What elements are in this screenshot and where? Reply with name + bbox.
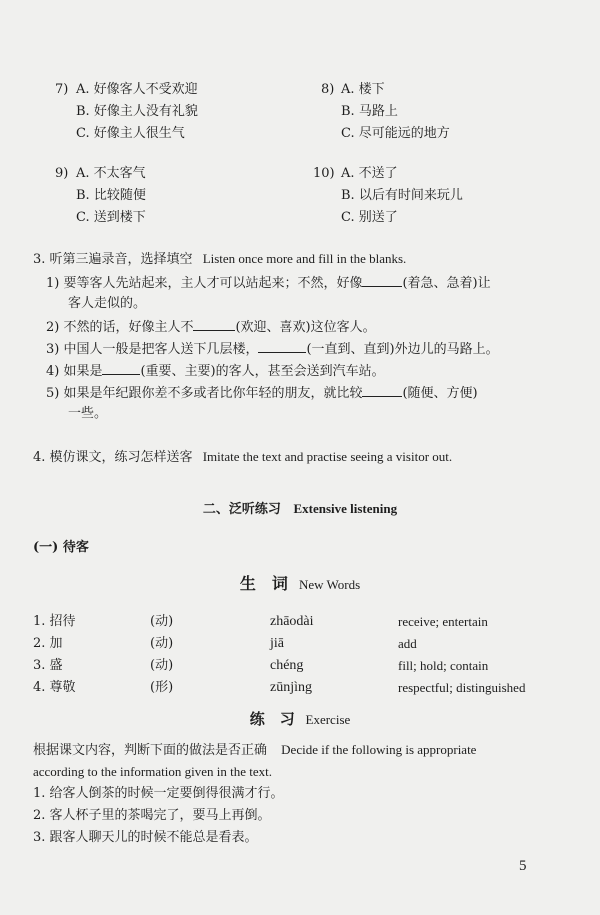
fill-item-1-cont: 客人走似的。 bbox=[68, 296, 147, 311]
q7-number: 7) bbox=[55, 82, 69, 97]
exercise-instruction bbox=[33, 742, 476, 759]
section4-heading-cn: 4. 模仿课文，练习怎样送客 bbox=[33, 450, 193, 465]
exercise-title-cn: 练 习 bbox=[249, 710, 295, 728]
vocab-pinyin-2: jiā bbox=[270, 636, 284, 651]
exercise-item-1: 1. 给客人倒茶的时候一定要倒得很满才行。 bbox=[33, 786, 284, 801]
fill-item-5 bbox=[46, 384, 478, 402]
q10-number: 10) bbox=[313, 166, 335, 181]
vocab-pinyin-3: chéng bbox=[270, 658, 304, 673]
fill-item-5-choices: (随便、方便) bbox=[402, 386, 478, 401]
vocab-pos-1: (动) bbox=[150, 614, 174, 629]
exercise-instruction-en: Decide if the following is appropriate bbox=[281, 742, 477, 757]
fill-item-1 bbox=[46, 274, 491, 292]
fill-item-1-text: 1) 要等客人先站起来，主人才可以站起来；不然，好像 bbox=[46, 276, 363, 291]
new-words-title-en: New Words bbox=[298, 577, 361, 592]
fill-blank-2 bbox=[193, 318, 235, 331]
fill-item-4-text: 4) 如果是 bbox=[46, 364, 103, 379]
q8-option-c: C. 尽可能远的地方 bbox=[341, 126, 450, 141]
exercise-title bbox=[0, 709, 600, 730]
fill-item-3-choices: (一直到、直到)外边儿的马路上。 bbox=[306, 342, 499, 357]
section4-heading bbox=[33, 449, 452, 466]
fill-item-3 bbox=[46, 340, 499, 358]
section4-heading-en: Imitate the text and practise seeing a visitor out. bbox=[202, 449, 453, 464]
exercise-item-3: 3. 跟客人聊天儿的时候不能总是看表。 bbox=[33, 830, 258, 845]
q8-number: 8) bbox=[321, 82, 335, 97]
vocab-word-3: 3. 盛 bbox=[33, 658, 63, 673]
q8-option-a: A. 楼下 bbox=[341, 82, 385, 97]
q8-option-b: B. 马路上 bbox=[341, 104, 398, 119]
vocab-word-1: 1. 招待 bbox=[33, 614, 76, 629]
exercise-title-en: Exercise bbox=[305, 712, 351, 727]
vocab-gloss-2: add bbox=[398, 636, 417, 651]
fill-item-5-text: 5) 如果是年纪跟你差不多或者比你年轻的朋友，就比较 bbox=[46, 386, 363, 401]
vocab-gloss-4: respectful; distinguished bbox=[398, 680, 526, 695]
fill-item-2-text: 2) 不然的话，好像主人不 bbox=[46, 320, 194, 335]
q10-option-b: B. 以后有时间来玩儿 bbox=[341, 188, 463, 203]
vocab-pos-4: (形) bbox=[150, 680, 174, 695]
extensive-heading-cn: 二、泛听练习 bbox=[202, 502, 281, 517]
vocab-gloss-3: fill; hold; contain bbox=[398, 658, 489, 673]
fill-blank-5 bbox=[362, 384, 402, 397]
q9-number: 9) bbox=[55, 166, 69, 181]
fill-item-1-choices: (着急、急着)让 bbox=[402, 276, 491, 291]
fill-item-2 bbox=[46, 318, 376, 336]
q7-option-a: A. 好像客人不受欢迎 bbox=[76, 82, 198, 97]
fill-item-5-cont: 一些。 bbox=[68, 406, 108, 421]
new-words-title-cn: 生 词 bbox=[239, 574, 288, 593]
page-number: 5 bbox=[519, 858, 527, 874]
exercise-item-2: 2. 客人杯子里的茶喝完了，要马上再倒。 bbox=[33, 808, 271, 823]
vocab-word-2: 2. 加 bbox=[33, 636, 63, 651]
fill-blank-1 bbox=[362, 274, 402, 287]
q9-option-a: A. 不太客气 bbox=[76, 166, 146, 181]
vocab-gloss-1: receive; entertain bbox=[398, 614, 488, 629]
exercise-instruction-cn: 根据课文内容，判断下面的做法是否正确 bbox=[33, 743, 268, 758]
q10-option-a: A. 不送了 bbox=[341, 166, 398, 181]
q9-option-c: C. 送到楼下 bbox=[76, 210, 146, 225]
part-one-label: (一) 待客 bbox=[33, 540, 89, 555]
vocab-word-4: 4. 尊敬 bbox=[33, 680, 76, 695]
extensive-listening-heading bbox=[0, 501, 600, 518]
fill-blank-4 bbox=[102, 362, 140, 375]
q7-option-b: B. 好像主人没有礼貌 bbox=[76, 104, 198, 119]
vocab-pos-3: (动) bbox=[150, 658, 174, 673]
extensive-heading-en: Extensive listening bbox=[293, 501, 398, 516]
fill-item-4 bbox=[46, 362, 385, 380]
section3-heading-en: Listen once more and fill in the blanks. bbox=[202, 251, 407, 266]
fill-item-4-choices: (重要、主要)的客人，甚至会送到汽车站。 bbox=[140, 364, 385, 379]
vocab-pinyin-1: zhāodài bbox=[270, 614, 314, 629]
q7-option-c: C. 好像主人很生气 bbox=[76, 126, 185, 141]
fill-item-3-text: 3) 中国人一般是把客人送下几层楼， bbox=[46, 342, 259, 357]
new-words-title bbox=[0, 574, 600, 595]
section3-heading-cn: 3. 听第三遍录音，选择填空 bbox=[33, 252, 193, 267]
vocab-pinyin-4: zūnjìng bbox=[270, 680, 312, 695]
q9-option-b: B. 比较随便 bbox=[76, 188, 146, 203]
fill-item-2-choices: (欢迎、喜欢)这位客人。 bbox=[235, 320, 376, 335]
section3-heading bbox=[33, 251, 406, 268]
vocab-pos-2: (动) bbox=[150, 636, 174, 651]
q10-option-c: C. 别送了 bbox=[341, 210, 398, 225]
fill-blank-3 bbox=[258, 340, 306, 353]
exercise-instruction-cont: according to the information given in the text. bbox=[33, 764, 272, 779]
